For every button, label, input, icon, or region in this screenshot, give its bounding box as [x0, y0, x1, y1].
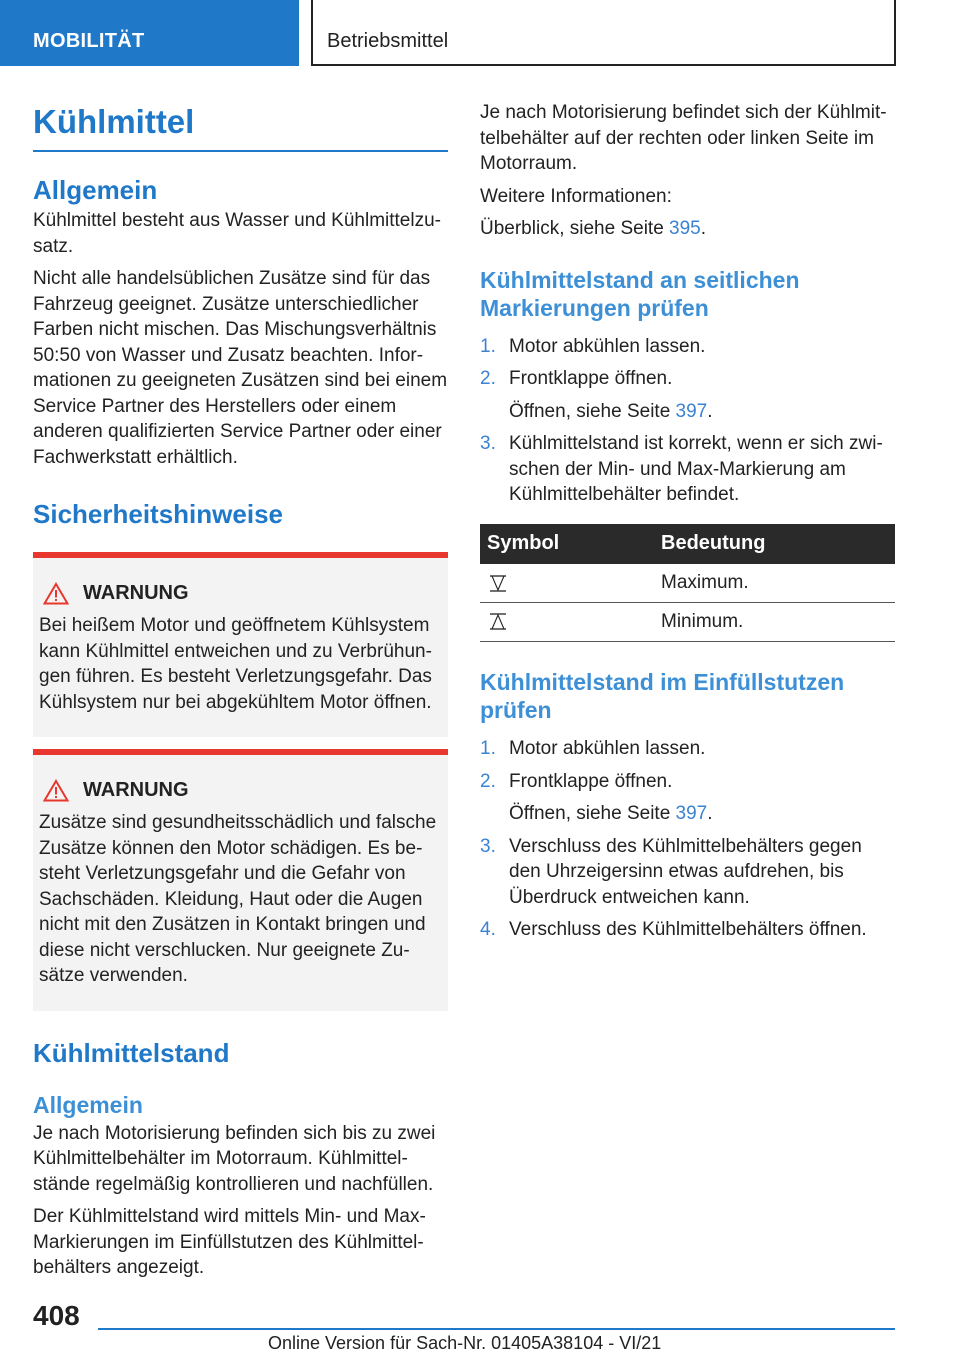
chapter-title: Betriebsmittel: [327, 30, 449, 52]
step-text: Motor abkühlen lassen.: [509, 738, 706, 759]
table-header-meaning: Bedeutung: [654, 524, 895, 564]
step-item: [480, 769, 895, 827]
warning-box-2: [33, 749, 448, 1011]
step-number: 1.: [480, 335, 496, 357]
step-text: Frontklappe öffnen.: [509, 368, 673, 389]
general-heading: Allgemein: [33, 175, 158, 205]
general-paragraph-2: Nicht alle handelsüblichen Zusätze sind für das Fahrzeug geeignet. Zusätze unterschiedlicher Farben nicht mischen. Das Mischungsverhältnis 50:50 von Wasser und Zusatz beachten. Informationen zu geeigneten Zusätzen sind bei einem Service Partner des Herstellers oder einem anderen qualifizierten Service Partner oder einer Fachwerkstatt erhältlich.: [33, 268, 448, 468]
step-item: [480, 917, 895, 943]
filler-neck-steps: [480, 736, 895, 943]
step-number: 1.: [480, 738, 496, 759]
level-paragraph-2: Der Kühlmittelstand wird mittels Min- und Max-Markierungen im Einfüllstutzen des Kühlmittelbehälters angezeigt.: [33, 1206, 426, 1278]
right-column: [480, 100, 895, 950]
step-text: Kühlmittelstand ist korrekt, wenn er sich zwischen der Min- und Max-Markierung am Kühlmittelbehälter befindet.: [509, 433, 883, 505]
left-column: [33, 100, 448, 1288]
step-item: [480, 366, 895, 424]
safety-heading: Sicherheitshinweise: [33, 499, 283, 529]
step-number: 2.: [480, 770, 496, 792]
level-heading: Kühlmittelstand: [33, 1037, 230, 1068]
warning-box-1: [33, 552, 448, 737]
step-item: [480, 736, 895, 762]
table-row: [480, 564, 895, 603]
table-header-symbol: Symbol: [480, 524, 654, 564]
level-subheading: Allgemein: [33, 1091, 143, 1118]
footer-divider: [98, 1328, 895, 1330]
warning-text: Bei heißem Motor und geöffnetem Kühlsystem kann Kühlmittel entweichen und zu Verbrühungen führen. Es besteht Verletzungsgefahr. Das Kühlsystem nur bei abgekühltem Motor öffnen.: [39, 615, 432, 713]
meaning-cell: Minimum.: [654, 603, 895, 642]
step-text: Motor abkühlen lassen.: [509, 335, 706, 357]
symbol-table: [480, 524, 895, 643]
step-item: [480, 834, 895, 911]
step-number: 4.: [480, 919, 496, 940]
general-paragraph-1: Kühlmittel besteht aus Wasser und Kühlmittelzusatz.: [33, 210, 441, 257]
table-row: [480, 603, 895, 642]
location-paragraph: Je nach Motorisierung befindet sich der Kühlmittelbehälter auf der rechten oder linken Seite im Motorraum.: [480, 102, 887, 174]
section-title: MOBILITÄT: [33, 30, 145, 52]
warning-text: Zusätze sind gesundheitsschädlich und falsche Zusätze können den Motor schädigen. Es besteht Verletzungsgefahr und die Gefahr von Sachschäden. Kleidung, Haut oder die Augen nicht mit den Zusätzen in Kontakt bringen und diese nicht verschlucken. Nur geeignete Zusätze verwenden.: [39, 812, 437, 986]
meaning-cell: Maximum.: [654, 564, 895, 603]
level-paragraph-1: Je nach Motorisierung befinden sich bis zu zwei Kühlmittelbehälter im Motorraum. Kühlmittelstände regelmäßig kontrollieren und nachfüllen.: [33, 1122, 436, 1195]
filler-neck-heading: Kühlmittelstand im Einfüllstutzen prüfen: [480, 669, 845, 723]
step-text: Verschluss des Kühlmittelbehälters öffnen.: [509, 919, 867, 940]
min-marker-icon: [489, 613, 507, 631]
page-link-397[interactable]: 397: [675, 400, 708, 422]
side-markings-heading: Kühlmittelstand an seitlichen Markierungen prüfen: [480, 266, 800, 321]
page-link-397[interactable]: 397: [675, 803, 708, 824]
step-number: 2.: [480, 368, 496, 389]
warning-label: WARNUNG: [83, 779, 189, 801]
section-tab: [0, 0, 299, 66]
chapter-tab: [311, 0, 896, 66]
step-text: Verschluss des Kühlmittelbehälters gegen den Uhrzeigersinn etwas aufdrehen, bis Überdruck entweichen kann.: [509, 835, 862, 908]
warning-label: WARNUNG: [83, 582, 189, 604]
warning-triangle-icon: [43, 582, 69, 605]
max-marker-icon: [489, 574, 507, 592]
more-info-label: Weitere Informationen:: [480, 185, 672, 207]
page-link-395[interactable]: 395: [669, 218, 701, 239]
overview-reference: Überblick, siehe Seite 395.: [480, 218, 707, 239]
step-number: 3.: [480, 835, 496, 857]
step-number: 3.: [480, 433, 496, 454]
warning-triangle-icon: [43, 779, 69, 802]
step-reference: Öffnen, siehe Seite 397.: [509, 803, 713, 824]
footer-version: Online Version für Sach-Nr. 01405A38104 - VI/21: [268, 1333, 662, 1353]
page-title: Kühlmittel: [33, 100, 448, 152]
step-text: Frontklappe öffnen.: [509, 770, 673, 792]
step-item: [480, 431, 895, 508]
step-reference: Öffnen, siehe Seite 397.: [509, 400, 713, 422]
page-number: 408: [33, 1300, 80, 1331]
step-item: [480, 334, 895, 360]
side-markings-steps: [480, 334, 895, 508]
